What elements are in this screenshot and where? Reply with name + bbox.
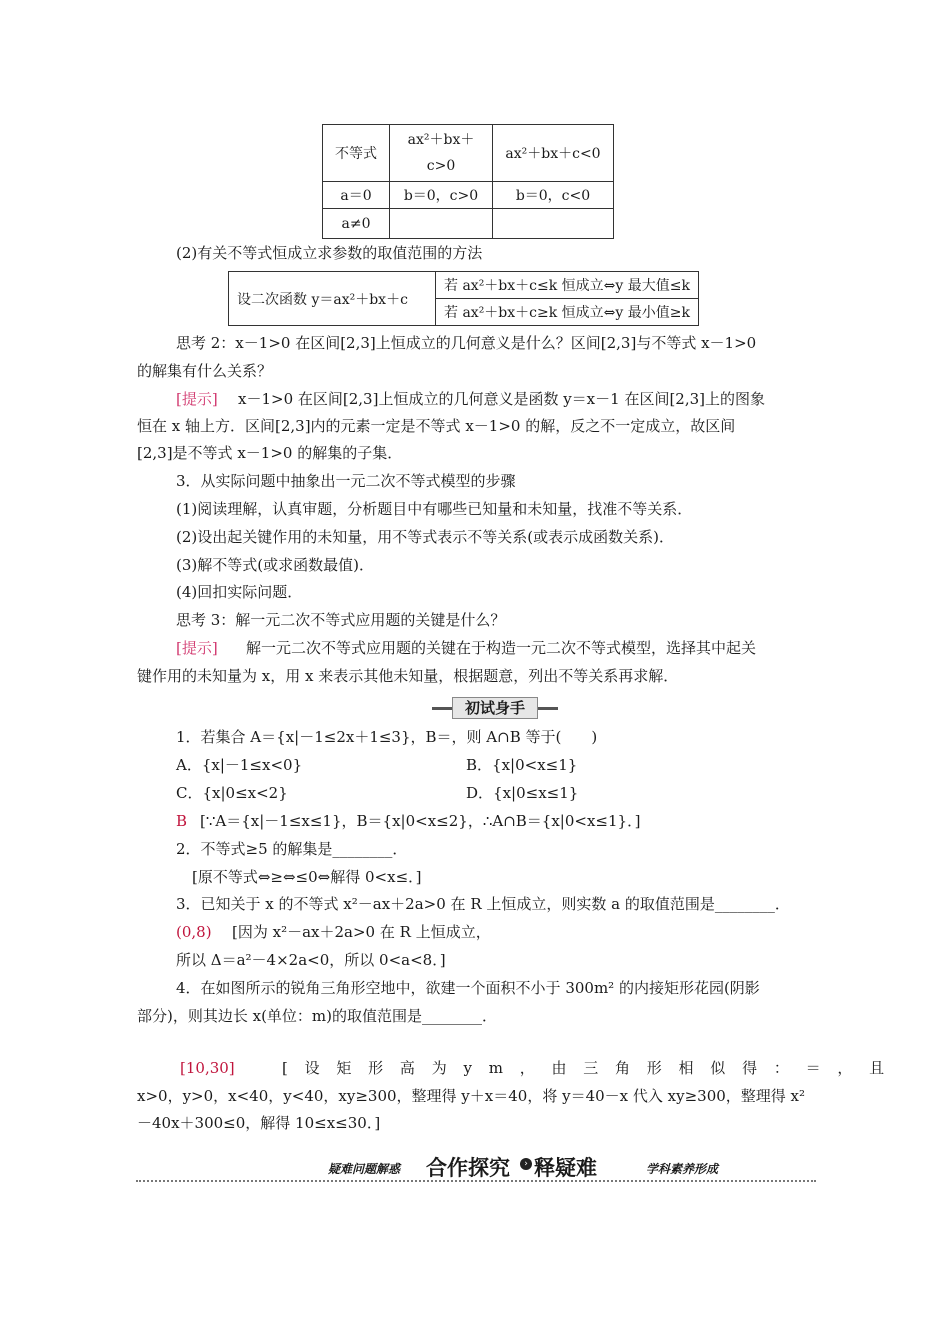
question-stem: 1．若集合 A＝{x|－1≤2x＋1≤3}，B＝，则 A∩B 等于( ) <box>176 728 598 746</box>
method-table <box>228 271 699 326</box>
hint-tag: [提示] <box>176 639 218 657</box>
solution-text: 所以 Δ＝a²－4×2a<0，所以 0<a<8．] <box>176 951 446 969</box>
banner-title: 初试身手 <box>452 697 538 719</box>
think2-answer: [2,3]是不等式 x－1>0 的解集的子集． <box>137 444 403 462</box>
step-item: (1)阅读理解，认真审题，分析题目中有哪些已知量和未知量，找准不等关系． <box>176 500 693 518</box>
answer-label: B <box>176 812 188 830</box>
banner-left-text: 疑难问题解惑 <box>328 1162 401 1176</box>
table-cell: a≠0 <box>323 209 390 239</box>
table-cell: 设二次函数 y＝ax²＋bx＋c <box>229 272 436 326</box>
table-cell: b＝0，c<0 <box>493 182 614 209</box>
step-item: (4)回扣实际问题． <box>176 583 303 601</box>
answer-label: (0,8) <box>176 923 212 941</box>
think3-answer: 解一元二次不等式应用题的关键在于构造一元二次不等式模型，选择其中起关 <box>246 639 757 657</box>
solution-text: [∵A＝{x|－1≤x≤1}，B＝{x|0<x≤2}，∴A∩B＝{x|0<x≤1}．] <box>200 812 641 830</box>
divider <box>136 1180 816 1182</box>
solution-text: [因为 x²－ax＋2a>0 在 R 上恒成立， <box>232 923 491 941</box>
table-cell: 若 ax²＋bx＋c≥k 恒成立⇔y 最小值≥k <box>436 299 699 326</box>
solution-text: －40x＋300≤0，解得 10≤x≤30．] <box>137 1114 381 1132</box>
table-cell: 若 ax²＋bx＋c≤k 恒成立⇔y 最大值≤k <box>436 272 699 299</box>
think3-question: 思考 3：解一元二次不等式应用题的关键是什么？ <box>176 611 506 629</box>
steps-title: 3．从实际问题中抽象出一元二次不等式模型的步骤 <box>176 472 516 490</box>
hint-tag: [提示] <box>176 390 218 408</box>
table-header-cell: ax²＋bx＋c<0 <box>493 125 614 182</box>
solution-text: [原不等式⇔≥⇔≤0⇔解得 0<x≤．] <box>192 868 422 886</box>
question-stem: 部分)，则其边长 x(单位：m)的取值范围是________． <box>137 1007 498 1025</box>
think3-answer: 键作用的未知量为 x，用 x 来表示其他未知量，根据题意，列出不等关系再求解． <box>137 667 679 685</box>
table-header-cell: 不等式 <box>323 125 390 182</box>
option-b: B．{x|0<x≤1} <box>466 756 578 774</box>
option-d: D．{x|0≤x≤1} <box>466 784 579 802</box>
question-stem: 2．不等式≥5 的解集是________． <box>176 840 408 858</box>
chevron-right-icon: › <box>520 1158 532 1170</box>
table-cell <box>390 209 493 239</box>
section-title: (2)有关不等式恒成立求参数的取值范围的方法 <box>176 244 483 262</box>
solution-text: x>0，y>0，x<40，y<40，xy≥300，整理得 y＋x＝40，将 y＝40－x 代入 xy≥300，整理得 x² <box>137 1087 806 1105</box>
table-cell: a＝0 <box>323 182 390 209</box>
step-item: (2)设出起关键作用的未知量，用不等式表示不等关系(或表示成函数关系)． <box>176 528 674 546</box>
option-c: C．{x|0≤x<2} <box>176 784 288 802</box>
option-a: A．{x|－1≤x<0} <box>176 756 303 774</box>
banner-main-text: 合作探究 <box>426 1156 510 1180</box>
banner-main-text: 释疑难 <box>534 1156 597 1180</box>
answer-label: [10,30] <box>180 1059 235 1077</box>
question-stem: 4．在如图所示的锐角三角形空地中，欲建一个面积不小于 300m² 的内接矩形花园(阴影 <box>176 979 760 997</box>
section-banner <box>432 697 558 719</box>
banner-right-text: 学科素养形成 <box>646 1162 719 1176</box>
question-stem: 3．已知关于 x 的不等式 x²－ax＋2a>0 在 R 上恒成立，则实数 a 的取值范围是________． <box>176 895 790 913</box>
table-cell <box>493 209 614 239</box>
think2-answer: 恒在 x 轴上方．区间[2,3]内的元素一定是不等式 x－1>0 的解，反之不一定成立，故区间 <box>137 417 736 435</box>
chapter-banner <box>320 1150 740 1180</box>
solution-text: [ 设 矩 形 高 为 y m ， 由 三 角 形 相 似 得 ： ＝ ， 且 <box>282 1059 885 1077</box>
step-item: (3)解不等式(或求函数最值)． <box>176 556 374 574</box>
inequality-table <box>322 124 614 239</box>
think2-question: 的解集有什么关系？ <box>137 362 273 380</box>
table-header-cell: ax²＋bx＋c>0 <box>390 125 493 182</box>
think2-question: 思考 2：x－1>0 在区间[2,3]上恒成立的几何意义是什么？区间[2,3]与不等式 x－1>0 <box>176 334 757 352</box>
think2-answer: x－1>0 在区间[2,3]上恒成立的几何意义是函数 y＝x－1 在区间[2,3]上的图象 <box>238 390 766 408</box>
table-cell: b＝0，c>0 <box>390 182 493 209</box>
